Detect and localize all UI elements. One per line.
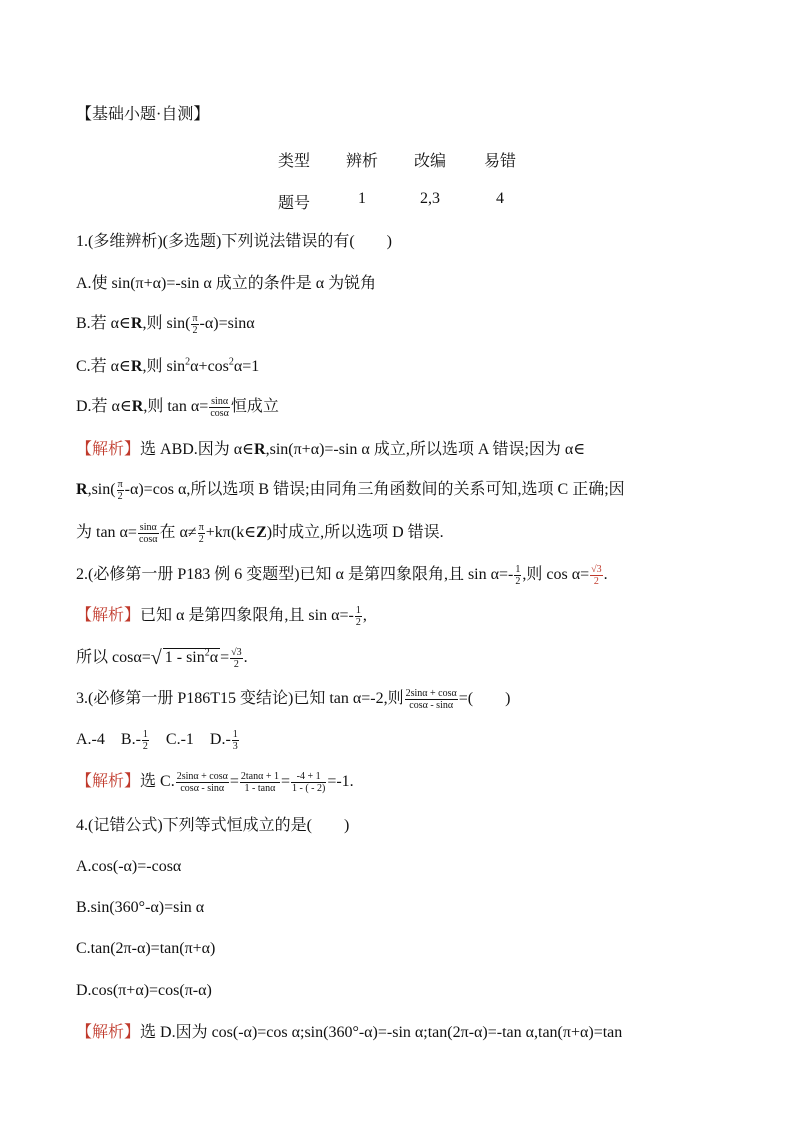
fraction: [191, 313, 198, 336]
numerator: sinα: [211, 396, 229, 407]
exponent: 2: [228, 356, 234, 368]
denominator: 2: [233, 659, 239, 670]
text: R: [254, 441, 266, 458]
text: =: [280, 773, 290, 791]
radicand: [163, 648, 220, 666]
text: .: [603, 566, 608, 584]
fraction: [198, 522, 205, 545]
q1-solution-line-1: [76, 439, 724, 461]
table-cell-type-3: 易错: [483, 153, 516, 170]
text: .: [243, 649, 248, 667]
numerator: 1: [515, 564, 521, 575]
table-cell-number-3: 4: [496, 190, 504, 207]
text: 选 C.: [140, 773, 175, 791]
exponent: 2: [185, 356, 191, 368]
numerator: π: [198, 522, 204, 533]
text: 选 D.因为 cos(-α)=cos α;sin(360°-α)=-sin α;tan(2π-α)=-tan α,tan(π+α)=tan: [140, 1024, 623, 1041]
radical-sign: √: [150, 647, 162, 670]
option-b: B.-: [120, 731, 141, 749]
text: R: [130, 315, 143, 333]
text: )时成立,所以选项 D 错误.: [266, 524, 444, 542]
text: 1 - sin: [164, 649, 205, 667]
option-c: C.-1: [165, 731, 194, 749]
fraction: [230, 647, 243, 670]
numerator: 2tanα + 1: [240, 771, 279, 782]
q2-solution-line-2: [76, 647, 724, 670]
fraction: [240, 771, 280, 794]
numerator: 2sinα + cosα: [405, 688, 457, 699]
table-label-number: 题号: [277, 195, 310, 212]
text: +kπ(k∈: [205, 524, 257, 542]
q1-stem: 1.(多维辨析)(多选题)下列说法错误的有( ): [76, 233, 392, 250]
q3-stem: [76, 688, 724, 711]
question-type-table-header-row: [0, 148, 794, 172]
fraction: [176, 771, 229, 794]
exponent: 2: [204, 647, 210, 659]
text: α+cos: [190, 358, 229, 375]
text: ,则 cos α=: [522, 566, 590, 584]
solution-tag: 【解析】: [76, 1024, 141, 1041]
question-number-table-row: [0, 190, 794, 214]
fraction: [117, 479, 124, 502]
numerator: 1: [142, 729, 148, 740]
denominator: 2: [515, 576, 521, 587]
section-title: 【基础小题·自测】: [76, 106, 210, 123]
text: -α)=cos α,所以选项 B 错误;由同角三角函数间的关系可知,选项 C 正确;因: [124, 481, 625, 499]
text: 为 tan α=: [76, 524, 137, 542]
table-label-type: 类型: [277, 153, 310, 170]
numerator: 2sinα + cosα: [176, 771, 228, 782]
denominator: 2: [198, 534, 204, 545]
q3-solution: [76, 771, 724, 794]
text: α: [209, 649, 219, 667]
fraction: [355, 605, 362, 628]
text: R: [130, 358, 143, 375]
text: ,: [362, 607, 367, 625]
answer-fraction: [590, 564, 603, 587]
text: D.若 α∈: [76, 398, 132, 416]
numerator: √3: [591, 564, 602, 575]
text: α=1: [233, 358, 260, 375]
denominator: 2: [142, 741, 148, 752]
denominator: 1 - ( - 2): [292, 783, 326, 794]
text: ,则 sin(: [142, 315, 191, 333]
text: C.若 α∈: [76, 358, 131, 375]
solution-tag: 【解析】: [76, 607, 141, 625]
text: ,sin(π+α)=-sin α 成立,所以选项 A 错误;因为 α∈: [265, 441, 586, 458]
table-cell-type-1: 辨析: [345, 153, 378, 170]
q3-options: [76, 729, 724, 752]
denominator: cosα - sinα: [409, 700, 454, 711]
numerator: π: [192, 313, 198, 324]
denominator: 2: [117, 491, 123, 502]
fraction: [232, 729, 239, 752]
q4-option-a: A.cos(-α)=-cosα: [76, 858, 182, 875]
text: 已知 α 是第四象限角,且 sin α=-: [140, 607, 354, 625]
denominator: cosα: [138, 534, 158, 545]
numerator: √3: [231, 647, 242, 658]
text: 在 α≠: [159, 524, 197, 542]
denominator: cosα - sinα: [180, 783, 225, 794]
fraction: [514, 564, 521, 587]
option-d: D.-: [209, 731, 231, 749]
text: 选 ABD.因为 α∈: [140, 441, 255, 458]
text: Z: [256, 524, 267, 542]
text: 2.(必修第一册 P183 例 6 变题型)已知 α 是第四象限角,且 sin α=-: [76, 566, 514, 584]
q2-stem: [76, 564, 724, 587]
table-cell-number-1: 1: [358, 190, 366, 207]
option-a: A.-4: [76, 731, 105, 749]
numerator: 1: [232, 729, 238, 740]
text: =: [229, 773, 239, 791]
numerator: -4 + 1: [291, 771, 326, 783]
numerator: sinα: [139, 522, 157, 533]
denominator: cosα: [210, 408, 229, 419]
numerator: π: [117, 479, 123, 490]
denominator: 2: [355, 617, 361, 628]
table-cell-type-2: 改编: [413, 153, 446, 170]
q4-solution: [76, 1022, 724, 1044]
solution-tag: 【解析】: [76, 773, 141, 791]
q4-stem: 4.(记错公式)下列等式恒成立的是( ): [76, 817, 350, 834]
table-cell-number-2: 2,3: [420, 190, 440, 207]
q1-solution-line-2: [76, 479, 724, 502]
numerator: 1: [355, 605, 361, 616]
q1-option-a: A.使 sin(π+α)=-sin α 成立的条件是 α 为锐角: [76, 275, 377, 292]
text: 3.(必修第一册 P186T15 变结论)已知 tan α=-2,则: [76, 690, 404, 708]
q2-solution-line-1: [76, 605, 724, 628]
fraction: [209, 396, 230, 419]
text: 所以 cosα=: [76, 649, 151, 667]
text: =: [220, 649, 230, 667]
text: =-1.: [327, 773, 354, 791]
denominator: 3: [232, 741, 238, 752]
denominator: 2: [192, 325, 198, 336]
text: R: [76, 481, 88, 499]
text: -α)=sinα: [199, 315, 255, 333]
q4-option-d: D.cos(π+α)=cos(π-α): [76, 982, 212, 999]
denominator: 2: [593, 576, 599, 587]
text: ,则 tan α=: [143, 398, 209, 416]
text: B.若 α∈: [76, 315, 131, 333]
q1-option-d: [76, 396, 724, 419]
q1-option-b: [76, 313, 724, 336]
q4-option-c: C.tan(2π-α)=tan(π+α): [76, 940, 216, 957]
text: ,sin(: [87, 481, 116, 499]
text: R: [131, 398, 144, 416]
q1-option-c: [76, 356, 724, 378]
text: 恒成立: [230, 398, 279, 416]
fraction: [291, 771, 326, 794]
solution-tag: 【解析】: [76, 441, 141, 458]
q1-solution-line-3: [76, 522, 724, 545]
fraction: [405, 688, 458, 711]
denominator: 1 - tanα: [244, 783, 276, 794]
text: ,则 sin: [142, 358, 186, 375]
text: =( ): [458, 690, 511, 708]
fraction: [142, 729, 149, 752]
fraction: [138, 522, 159, 545]
q4-option-b: B.sin(360°-α)=sin α: [76, 899, 205, 916]
